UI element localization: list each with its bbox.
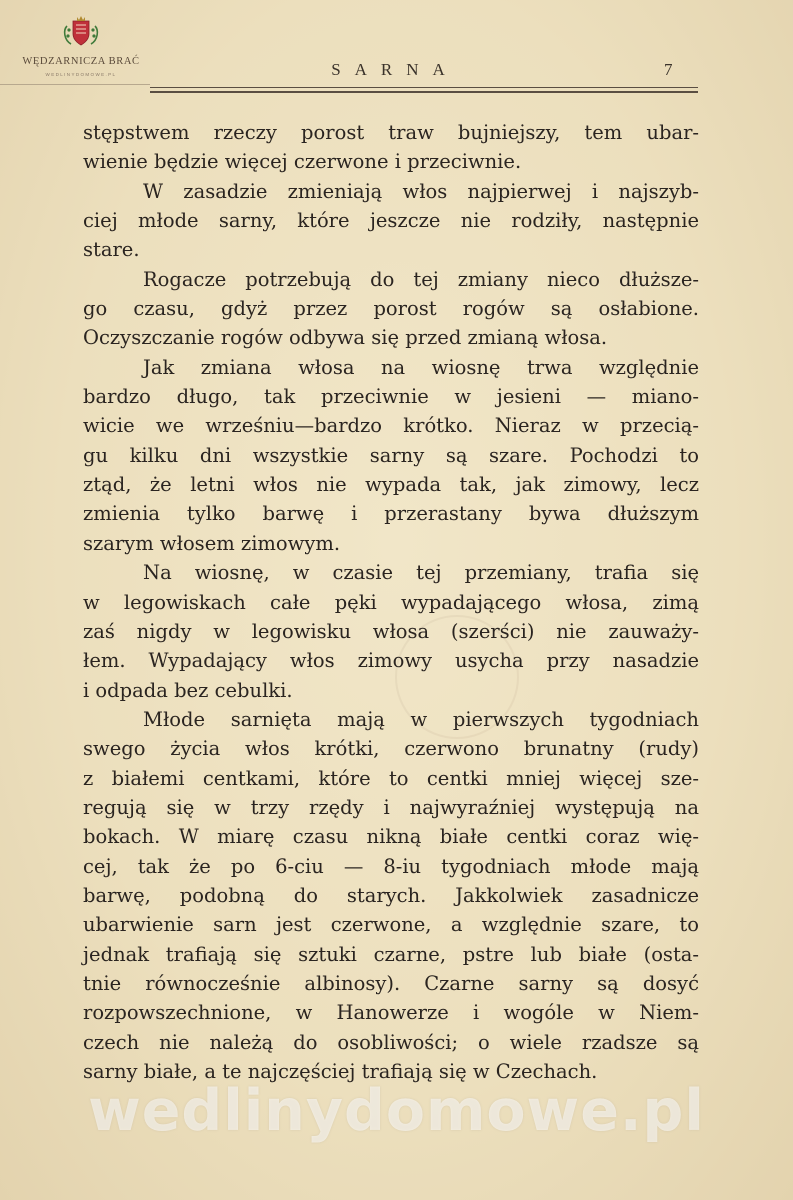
publisher-url: WEDLINYDOMOWE.PL [45, 72, 117, 77]
text-line: stare. [83, 238, 140, 262]
text-line: Oczyszczanie rogów odbywa się przed zmianą włosa. [83, 326, 608, 350]
text-line: cej, tak że po 6-ciu — 8-iu tygodniach młode mają [83, 854, 699, 878]
text-line: Rogacze potrzebują do tej zmiany nieco dłuższe- [143, 267, 699, 291]
header-rule [150, 87, 698, 88]
paragraph [83, 118, 699, 177]
paragraph [83, 705, 699, 1086]
text-line: W zasadzie zmieniają włos najpierwej i najszyb- [143, 179, 699, 203]
running-title: SARNA [331, 60, 459, 79]
text-line: szarym włosem zimowym. [83, 531, 341, 555]
text-line: sarny białe, a te najczęściej trafiają się w Czechach. [83, 1060, 598, 1083]
crest-icon [61, 12, 101, 52]
text-line: barwę, podobną do starych. Jakkolwiek zasadnicze [83, 883, 699, 907]
text-line: ciej młode sarny, które jeszcze nie rodziły, następnie [83, 209, 699, 233]
page-number: 7 [664, 60, 673, 79]
text-line: Na wiosnę, w czasie tej przemiany, trafia się [143, 561, 699, 585]
body-text [83, 118, 699, 1086]
text-line: jednak trafiają się sztuki czarne, pstre lub białe (osta- [83, 942, 699, 966]
text-line: stępstwem rzeczy porost traw bujniejszy, tem ubar- [83, 121, 699, 144]
text-line: łem. Wypadający włos zimowy usycha przy nasadzie [83, 649, 699, 673]
text-line: Młode sarnięta mają w pierwszych tygodniach [143, 707, 699, 731]
text-line: rozpowszechnione, w Hanowerze i wogóle w Niem- [83, 1001, 699, 1025]
text-line: wicie we wrześniu—bardzo krótko. Nieraz w przecią- [83, 414, 699, 438]
text-line: wienie będzie więcej czerwone i przeciwnie. [83, 150, 522, 174]
text-line: zaś nigdy w legowisku włosa (szerści) nie zauważy- [83, 619, 699, 643]
logo-divider [0, 84, 150, 85]
paragraph [83, 558, 699, 705]
text-line: bardzo długo, tak przeciwnie w jesieni — miano- [83, 385, 699, 409]
text-line: czech nie należą do osobliwości; o wiele rzadsze są [83, 1030, 699, 1054]
text-line: ubarwienie sarn jest czerwone, a względnie szare, to [83, 913, 699, 937]
watermark: wedlinydomowe.pl [88, 1078, 705, 1144]
text-line: Jak zmiana włosa na wiosnę trwa względnie [143, 355, 699, 379]
text-line: go czasu, gdyż przez porost rogów są osłabione. [83, 297, 699, 321]
paragraph [83, 177, 699, 265]
text-line: swego życia włos krótki, czerwono brunatny (rudy) [83, 737, 699, 761]
paragraph [83, 353, 699, 558]
paragraph [83, 265, 699, 353]
text-line: regują się w trzy rzędy i najwyraźniej występują na [83, 795, 699, 819]
text-line: gu kilku dni wszystkie sarny są szare. Pochodzi to [83, 443, 699, 467]
header-rule-thick [150, 91, 698, 93]
text-line: ztąd, że letni włos nie wypada tak, jak zimowy, lecz [83, 473, 699, 497]
text-line: w legowiskach całe pęki wypadającego włosa, zimą [83, 590, 699, 614]
publisher-name: WĘDZARNICZA BRAĆ [22, 56, 140, 67]
publisher-logo [16, 12, 146, 77]
text-line: z białemi centkami, które to centki mniej więcej sze- [83, 766, 699, 790]
text-line: zmienia tylko barwę i przerastany bywa dłuższym [83, 502, 699, 526]
text-line: i odpada bez cebulki. [83, 678, 293, 702]
text-line: tnie równocześnie albinosy). Czarne sarny są dosyć [83, 971, 699, 995]
text-line: bokach. W miarę czasu nikną białe centki coraz wię- [83, 825, 699, 849]
